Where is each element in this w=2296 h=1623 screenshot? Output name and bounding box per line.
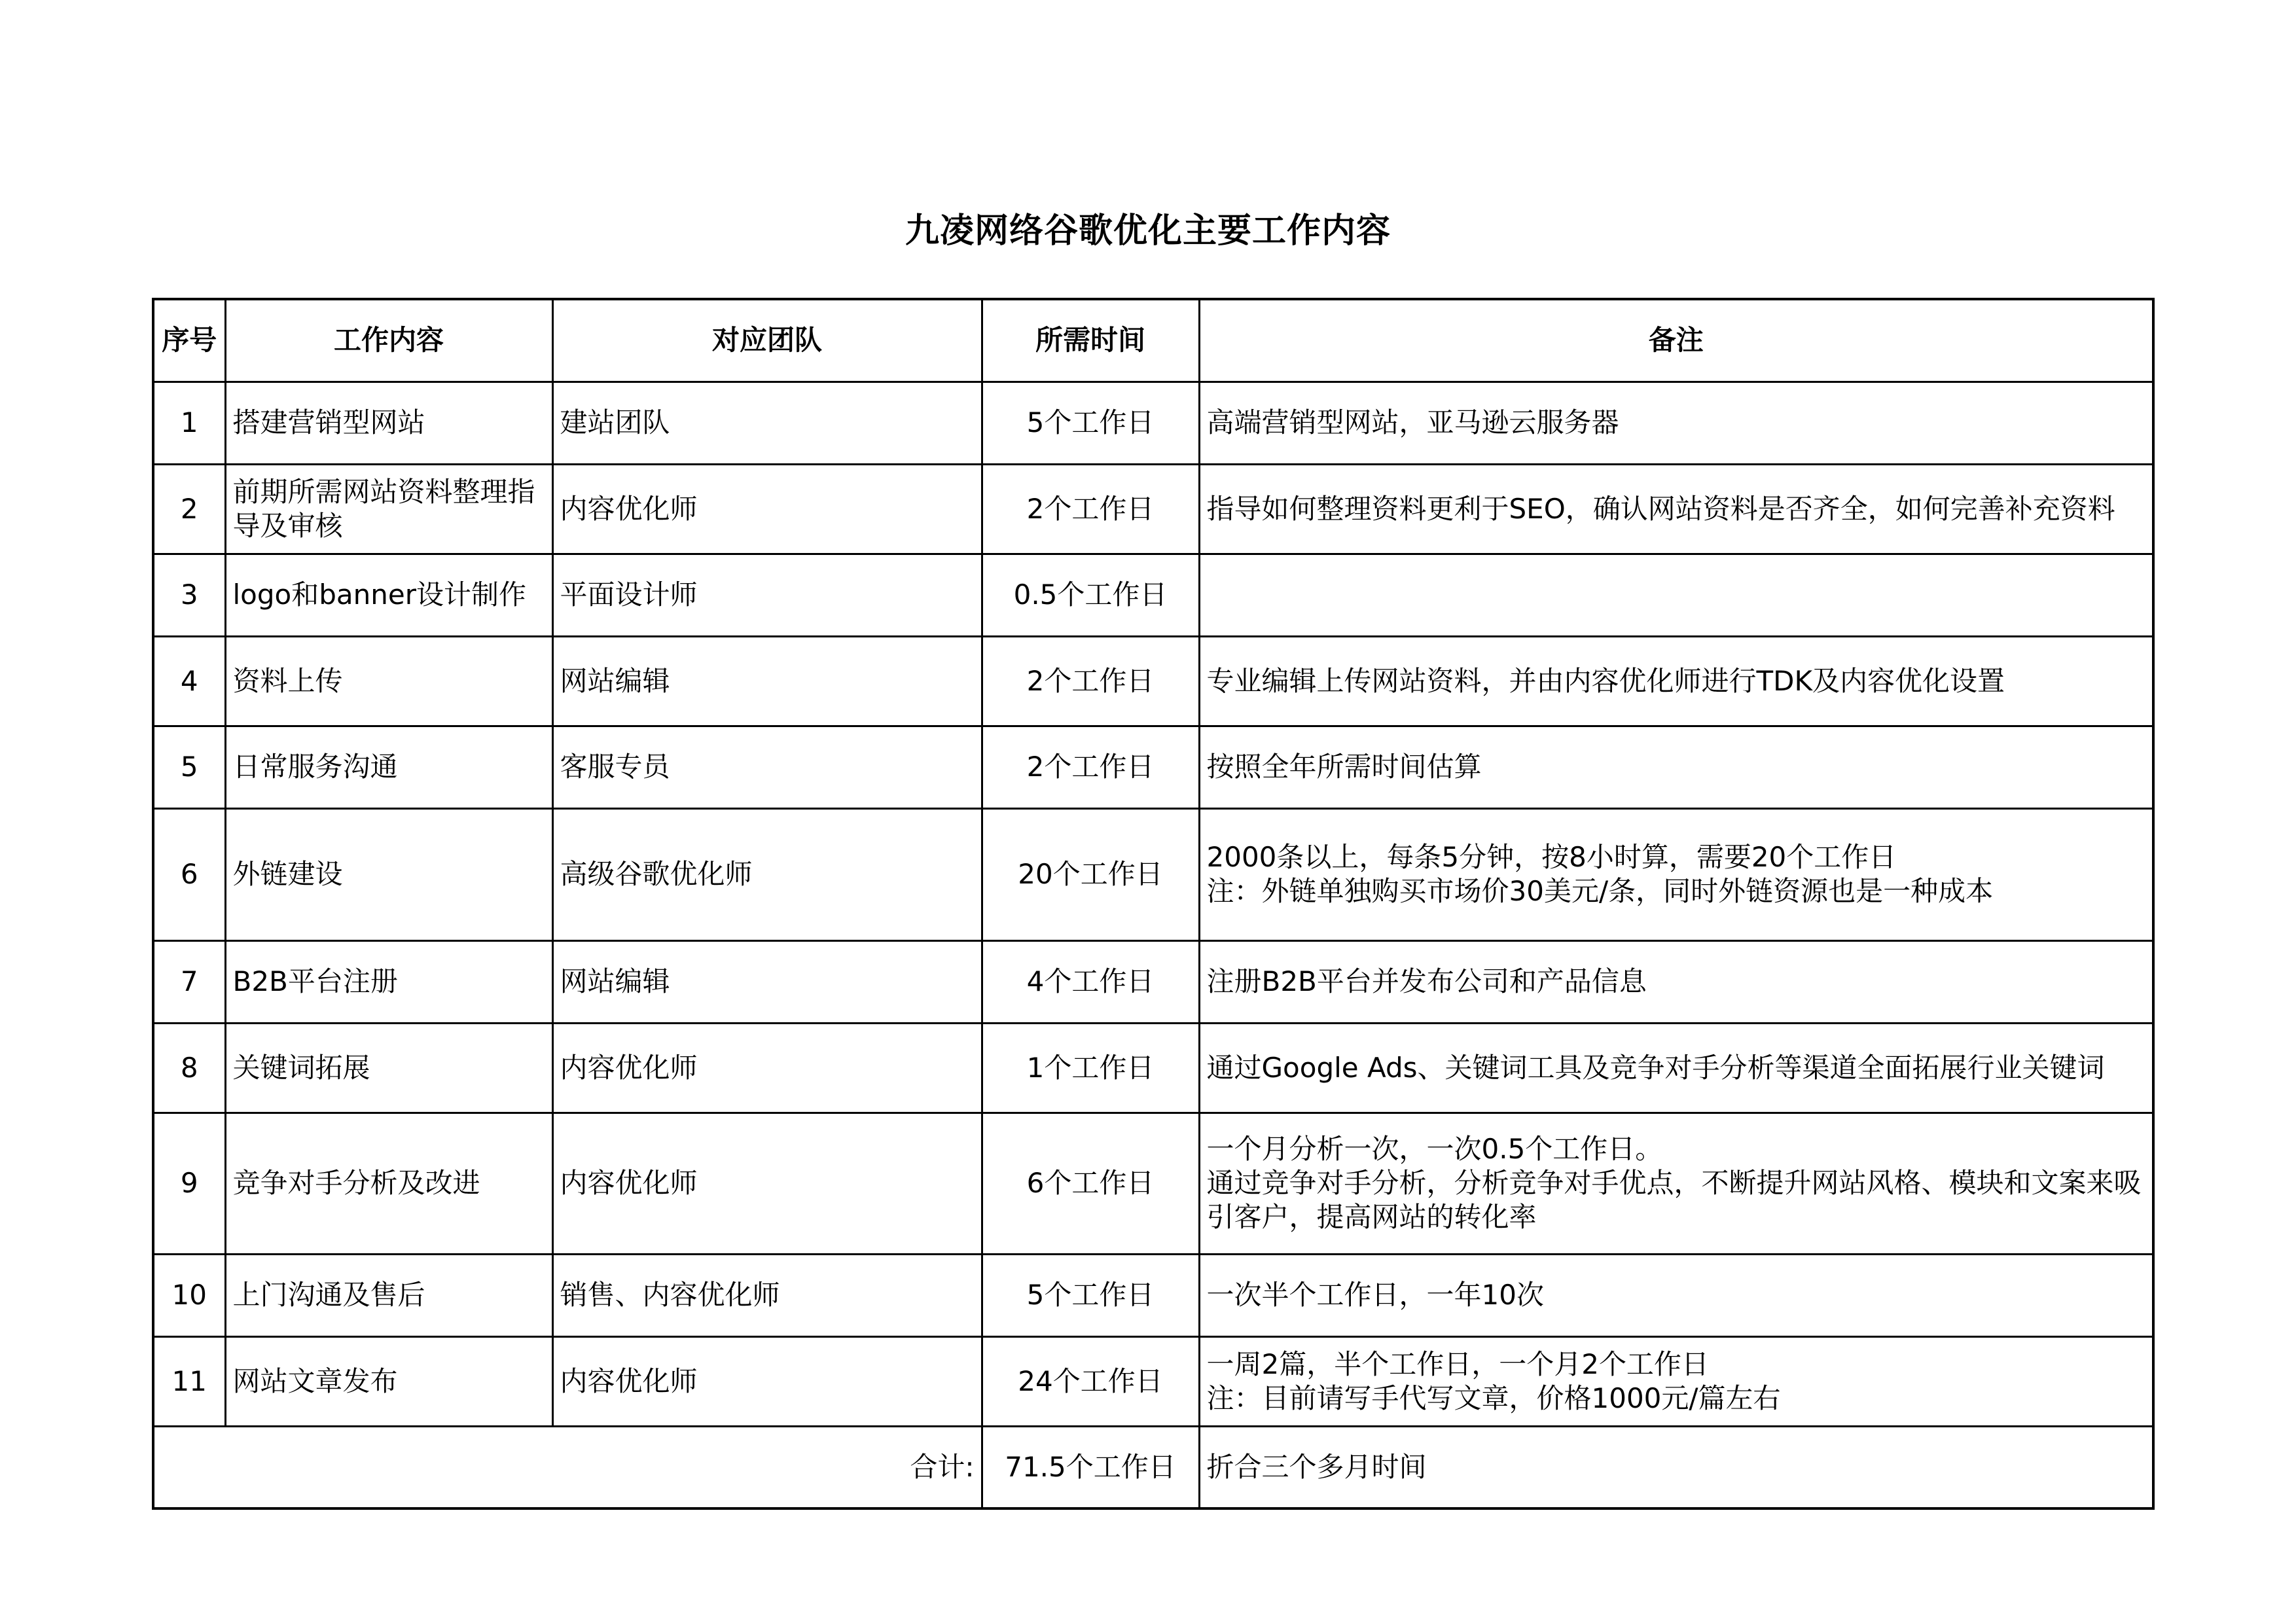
header-note: 备注 xyxy=(1199,299,2153,382)
table-row xyxy=(153,1336,2153,1426)
cell-team: 内容优化师 xyxy=(552,1023,982,1113)
cell-time: 0.5个工作日 xyxy=(982,554,1199,636)
header-content: 工作内容 xyxy=(225,299,552,382)
cell-time: 5个工作日 xyxy=(982,382,1199,464)
cell-content: 竞争对手分析及改进 xyxy=(225,1113,552,1254)
table-row xyxy=(153,726,2153,808)
table-row xyxy=(153,382,2153,464)
cell-team: 网站编辑 xyxy=(552,636,982,726)
cell-time: 1个工作日 xyxy=(982,1023,1199,1113)
table-row xyxy=(153,554,2153,636)
cell-content: 关键词拓展 xyxy=(225,1023,552,1113)
cell-team: 客服专员 xyxy=(552,726,982,808)
cell-note xyxy=(1199,554,2153,636)
cell-content: 搭建营销型网站 xyxy=(225,382,552,464)
table-header-row xyxy=(153,299,2153,382)
document-title: 九凌网络谷歌优化主要工作内容 xyxy=(905,211,1391,251)
cell-note: 一次半个工作日，一年10次 xyxy=(1199,1254,2153,1336)
header-num: 序号 xyxy=(153,299,225,382)
cell-num: 11 xyxy=(153,1336,225,1426)
cell-time: 4个工作日 xyxy=(982,940,1199,1023)
cell-note: 通过Google Ads、关键词工具及竞争对手分析等渠道全面拓展行业关键词 xyxy=(1199,1023,2153,1113)
header-team: 对应团队 xyxy=(552,299,982,382)
cell-content: B2B平台注册 xyxy=(225,940,552,1023)
cell-note: 注册B2B平台并发布公司和产品信息 xyxy=(1199,940,2153,1023)
table-row xyxy=(153,1113,2153,1254)
cell-note: 指导如何整理资料更利于SEO，确认网站资料是否齐全，如何完善补充资料 xyxy=(1199,464,2153,554)
table-row xyxy=(153,940,2153,1023)
cell-team: 网站编辑 xyxy=(552,940,982,1023)
cell-team: 建站团队 xyxy=(552,382,982,464)
header-time: 所需时间 xyxy=(982,299,1199,382)
cell-note: 2000条以上，每条5分钟，按8小时算，需要20个工作日 注：外链单独购买市场价30美元/条，同时外链资源也是一种成本 xyxy=(1199,808,2153,940)
cell-time: 24个工作日 xyxy=(982,1336,1199,1426)
table-row xyxy=(153,808,2153,940)
cell-time: 2个工作日 xyxy=(982,464,1199,554)
cell-time: 6个工作日 xyxy=(982,1113,1199,1254)
cell-time: 5个工作日 xyxy=(982,1254,1199,1336)
cell-num: 2 xyxy=(153,464,225,554)
cell-num: 10 xyxy=(153,1254,225,1336)
cell-num: 7 xyxy=(153,940,225,1023)
cell-team: 内容优化师 xyxy=(552,464,982,554)
cell-num: 9 xyxy=(153,1113,225,1254)
cell-team: 平面设计师 xyxy=(552,554,982,636)
cell-content: 资料上传 xyxy=(225,636,552,726)
cell-time: 20个工作日 xyxy=(982,808,1199,940)
cell-team: 销售、内容优化师 xyxy=(552,1254,982,1336)
cell-time: 2个工作日 xyxy=(982,636,1199,726)
table-row xyxy=(153,464,2153,554)
table-row xyxy=(153,1023,2153,1113)
table-row xyxy=(153,636,2153,726)
total-time: 71.5个工作日 xyxy=(982,1426,1199,1508)
cell-content: logo和banner设计制作 xyxy=(225,554,552,636)
cell-num: 6 xyxy=(153,808,225,940)
cell-content: 前期所需网站资料整理指导及审核 xyxy=(225,464,552,554)
cell-note: 高端营销型网站，亚马逊云服务器 xyxy=(1199,382,2153,464)
total-row xyxy=(153,1426,2153,1508)
work-content-table xyxy=(152,298,2155,1510)
cell-content: 网站文章发布 xyxy=(225,1336,552,1426)
cell-num: 1 xyxy=(153,382,225,464)
cell-team: 内容优化师 xyxy=(552,1113,982,1254)
cell-note: 按照全年所需时间估算 xyxy=(1199,726,2153,808)
cell-note: 一个月分析一次，一次0.5个工作日。 通过竞争对手分析，分析竞争对手优点，不断提升网站风格、模块和文案来吸引客户，提高网站的转化率 xyxy=(1199,1113,2153,1254)
table-row xyxy=(153,1254,2153,1336)
total-note: 折合三个多月时间 xyxy=(1199,1426,2153,1508)
total-label: 合计: xyxy=(153,1426,982,1508)
cell-num: 3 xyxy=(153,554,225,636)
cell-team: 高级谷歌优化师 xyxy=(552,808,982,940)
cell-num: 5 xyxy=(153,726,225,808)
cell-content: 外链建设 xyxy=(225,808,552,940)
cell-team: 内容优化师 xyxy=(552,1336,982,1426)
cell-num: 4 xyxy=(153,636,225,726)
cell-content: 日常服务沟通 xyxy=(225,726,552,808)
cell-num: 8 xyxy=(153,1023,225,1113)
cell-note: 一周2篇，半个工作日，一个月2个工作日 注：目前请写手代写文章，价格1000元/篇左右 xyxy=(1199,1336,2153,1426)
cell-note: 专业编辑上传网站资料，并由内容优化师进行TDK及内容优化设置 xyxy=(1199,636,2153,726)
cell-content: 上门沟通及售后 xyxy=(225,1254,552,1336)
cell-time: 2个工作日 xyxy=(982,726,1199,808)
